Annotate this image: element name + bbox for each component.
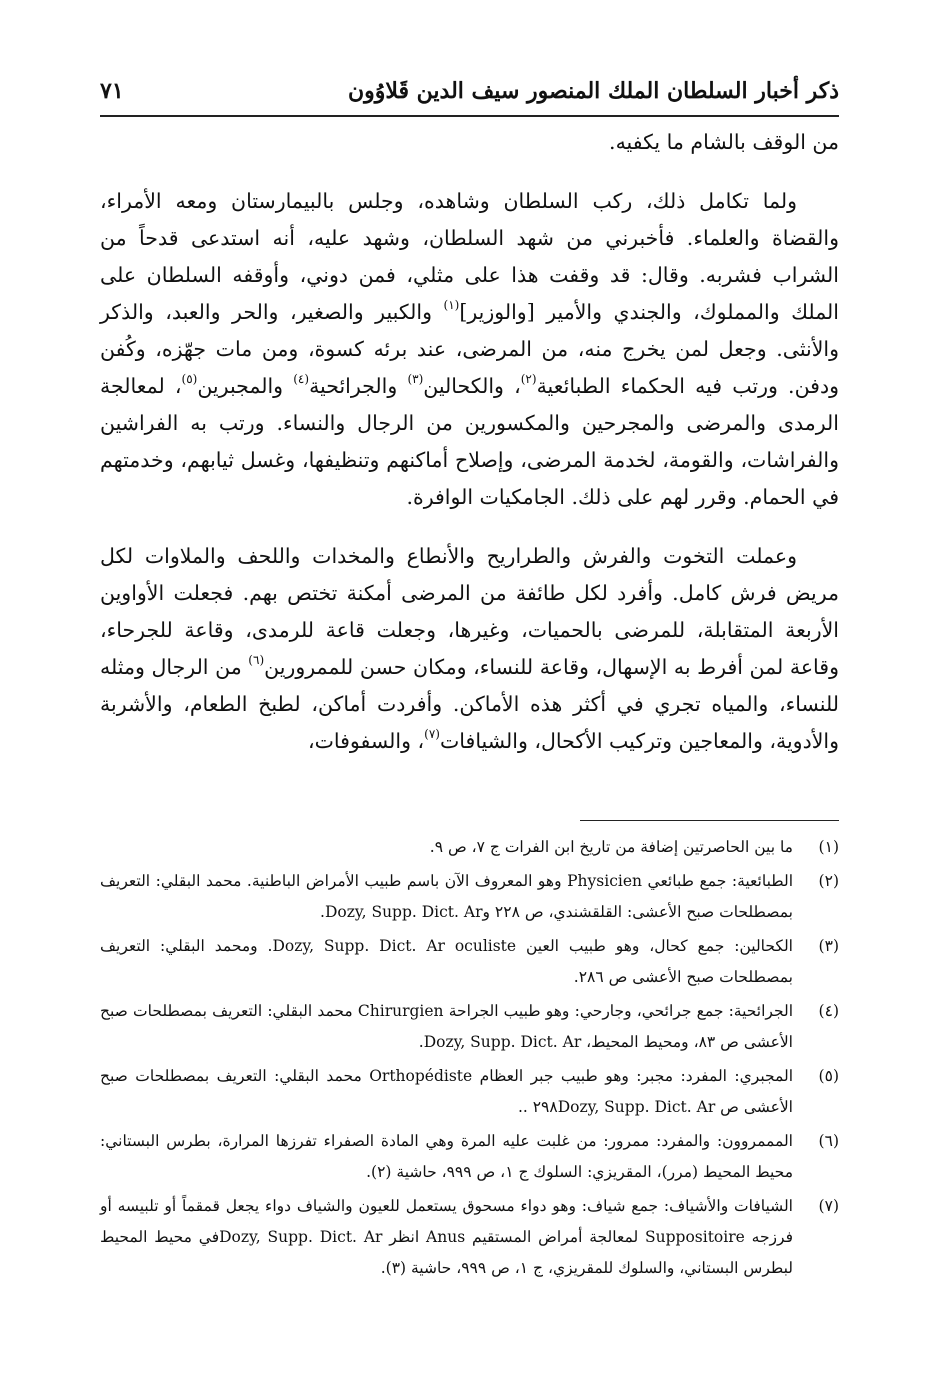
- footnote-text: ما بين الحاصرتين إضافة من تاريخ ابن الفرات ج ٧، ص ٩.: [429, 838, 793, 856]
- paragraph-2: [100, 183, 839, 516]
- footnote-ref-1[interactable]: (١): [443, 298, 460, 312]
- paragraph-2-text-e: والمجبرين: [197, 374, 294, 398]
- paragraph-1: [100, 124, 839, 161]
- footnote-number: (٢): [818, 872, 839, 890]
- footnotes: [100, 832, 839, 1287]
- page-number: ٧١: [100, 78, 124, 104]
- footnote-ref-3[interactable]: (٣): [407, 372, 424, 386]
- header-rule: [100, 115, 839, 117]
- footnote-2: [100, 866, 839, 928]
- footnote-text: الطبائعية: جمع طبائعي Physicien وهو المعروف الآن باسم طبيب الأمراض الباطنية. محمد البقلي: التعريف بمصطلحات صبح الأعشى: القلقشندي، ص ٢٢٨ وDozy, Supp. Dict. Ar.: [100, 872, 793, 921]
- paragraph-3: [100, 538, 839, 760]
- footnote-number: (٧): [818, 1197, 839, 1215]
- footnote-number: (٣): [818, 937, 839, 955]
- footnote-number: (٤): [818, 1002, 839, 1020]
- footnote-5: [100, 1061, 839, 1123]
- footnote-ref-7[interactable]: (٧): [424, 727, 440, 741]
- footnote-text: المممروون: والمفرد: ممرور: من غلبت عليه المرة وهي المادة الصفراء تفرزها المرارة، بطرس البستاني: محيط المحيط (مرر)، المقريزي: السلوك ج ١، ص ٩٩٩، حاشية (٢).: [100, 1132, 793, 1181]
- paragraph-3-text-b: من الرجال ومثله للنساء، والمياه تجري في أكثر هذه الأماكن. وأفردت أماكن، لطبخ الطعام، والأشربة والأدوية، والمعاجين وتركيب الأكحال، والشيافات: [100, 655, 839, 753]
- footnote-number: (٦): [818, 1132, 839, 1150]
- footnote-number: (١): [818, 838, 839, 856]
- paragraph-3-text-c: ، والسفوفات،: [307, 729, 425, 753]
- footnote-6: [100, 1126, 839, 1188]
- footnote-ref-4[interactable]: (٤): [293, 372, 310, 386]
- running-header: [100, 78, 839, 112]
- footnote-1: [100, 832, 839, 863]
- footnote-text: المجبري: المفرد: مجبر: وهو طبيب جبر العظام Orthopédiste محمد البقلي: التعريف بمصطلحات صبح الأعشى ص ٢٩٨Dozy, Supp. Dict. Ar ..: [100, 1067, 793, 1116]
- paragraph-2-text-d: والجرائحية: [309, 374, 408, 398]
- paragraph-2-text-c: ، والكحالين: [423, 374, 521, 398]
- footnote-text: الكحالين: جمع كحال، وهو طبيب العين Dozy, Supp. Dict. Ar oculiste. ومحمد البقلي: التعريف بمصطلحات صبح الأعشى ص ٢٨٦.: [100, 937, 793, 986]
- footnote-number: (٥): [818, 1067, 839, 1085]
- footnote-7: [100, 1191, 839, 1284]
- footnote-ref-5[interactable]: (٥): [181, 372, 198, 386]
- footnote-text: الشيافات والأشياف: جمع شياف: وهو دواء مسحوق يستعمل للعيون والشياف دواء يجعل قمقماً أو تلبيسه أو فرزجه Suppositoire لمعالجة أمراض المستقيم Anus انظر Dozy, Supp. Dict. Arفي محيط المحيط لبطرس البستاني، والسلوك للمقريزي، ج ١، ص ٩٩٩، حاشية (٣).: [100, 1197, 794, 1277]
- main-text: [100, 124, 839, 760]
- paragraph-2-text-a: ولما تكامل ذلك، ركب السلطان وشاهده، وجلس بالبيمارستان ومعه الأمراء، والقضاة والعلماء. فأخبرني من شهد السلطان، وشهد عليه، أنه استدعى قدحاً من الشراب فشربه. وقال: قد وقفت هذا على مثلي، فمن دوني، وأوقفه السلطان على الملك والمملوك، والجندي والأمير [والوزير]: [100, 189, 839, 324]
- footnote-3: [100, 931, 839, 993]
- footnote-text: الجرائحية: جمع جرائحي، وجارحي: وهو طبيب الجراحة Chirurgien محمد البقلي: التعريف بمصطلحات صبح الأعشى ص ٨٣، ومحيط المحيط، Dozy, Supp. Dict. Ar.: [100, 1002, 793, 1051]
- footnote-4: [100, 996, 839, 1058]
- footnote-ref-6[interactable]: (٦): [248, 653, 265, 667]
- paragraph-1-text: من الوقف بالشام ما يكفيه.: [609, 130, 839, 154]
- footnote-ref-2[interactable]: (٢): [520, 372, 537, 386]
- paragraph-2-text-f: ، لمعالجة الرمدى والمرضى والمجرحين والمكسورين من الرجال والنساء. ورتب به الفراشين والفراشات، والقومة، لخدمة المرضى، وإصلاح أماكنهم وتنظيفها، وغسل ثيابهم، وخدمتهم في الحمام. وقرر لهم على ذلك. الجامكيات الوافرة.: [100, 374, 839, 509]
- paragraph-3-text-a: وعملت التخوت والفرش والطراريح والأنطاع والمخدات واللحف والملاوات لكل مريض فرش كامل. وأفرد لكل طائفة من المرضى أمكنة تختص بهم. فجعلت الأواوين الأربعة المتقابلة، للمرضى بالحميات، وغيرها، وجعلت قاعة للرمدى، وقاعة للجرحاء، وقاعة لمن أفرط به الإسهال، وقاعة للنساء، ومكان حسن للممرورين: [100, 544, 840, 679]
- running-title: ذكر أخبار السلطان الملك المنصور سيف الدين قَلاوُون: [347, 78, 839, 104]
- paragraph-2-text-b: والكبير والصغير، والحر والعبد، والذكر والأنثى. وجعل لمن يخرج منه، من المرضى، عند برئه كسوة، ومن مات جهّزه، وكُفن ودفن. ورتب فيه الحكماء الطبائعية: [100, 300, 840, 398]
- footnote-rule: [580, 820, 839, 821]
